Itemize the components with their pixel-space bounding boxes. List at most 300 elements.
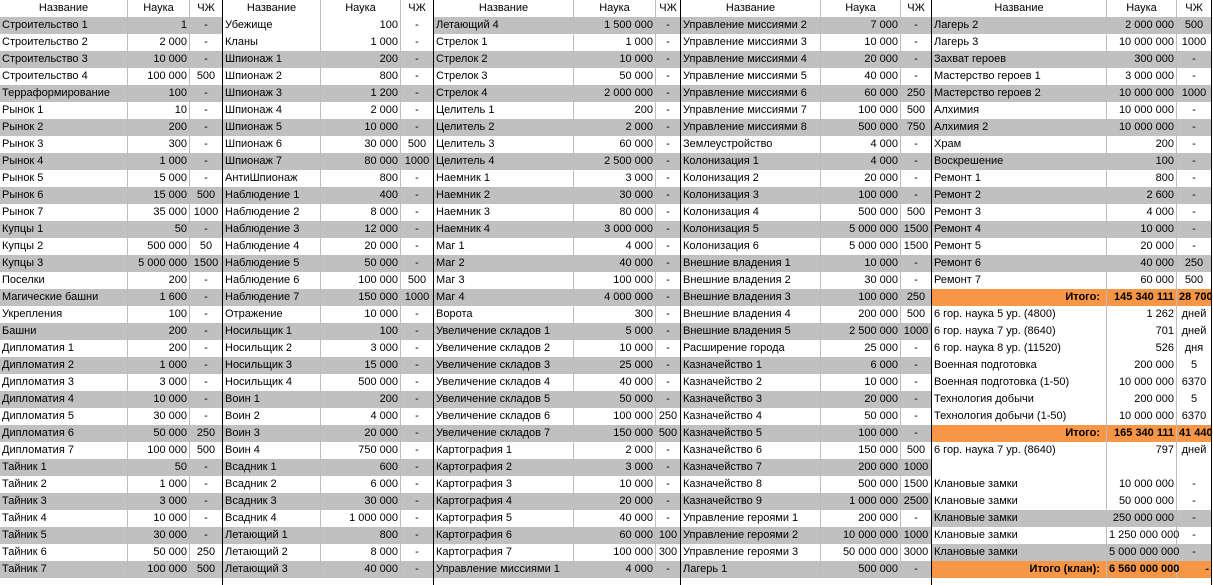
cell-cj[interactable]: - bbox=[204, 291, 208, 303]
cell-science[interactable]: 20 000 bbox=[821, 51, 901, 68]
cell-cj[interactable]: - bbox=[914, 410, 918, 422]
cell-name[interactable]: Наблюдение 4 bbox=[223, 238, 321, 255]
cell-name[interactable]: Наемник 4 bbox=[434, 221, 574, 238]
cell-cj[interactable]: - bbox=[415, 546, 419, 558]
cell-cj[interactable]: - bbox=[666, 393, 670, 405]
cell-name[interactable]: Рынок 2 bbox=[0, 119, 128, 136]
cell-science[interactable]: 40 000 bbox=[1107, 255, 1177, 272]
cell-name[interactable]: Казначейство 4 bbox=[681, 408, 821, 425]
cell-science[interactable]: 80 000 bbox=[574, 204, 656, 221]
cell-name[interactable]: Купцы 3 bbox=[0, 255, 128, 272]
cell-cj[interactable]: - bbox=[1192, 478, 1196, 490]
cell-science[interactable]: 1 250 000 000 bbox=[1107, 527, 1177, 544]
cell-name[interactable]: Купцы 1 bbox=[0, 221, 128, 238]
cell-cj[interactable]: - bbox=[666, 257, 670, 269]
cell-name[interactable]: Всадник 2 bbox=[223, 476, 321, 493]
cell-cj[interactable]: - bbox=[415, 410, 419, 422]
cell-science[interactable]: 500 000 bbox=[128, 238, 190, 255]
cell-cj[interactable]: - bbox=[914, 512, 918, 524]
cell-science[interactable]: 10 000 bbox=[574, 340, 656, 357]
cell-name[interactable]: Ремонт 7 bbox=[932, 272, 1107, 289]
cell-cj[interactable]: - bbox=[415, 461, 419, 473]
cell-science[interactable]: 1 500 000 bbox=[574, 17, 656, 34]
cell-cj[interactable] bbox=[1177, 459, 1211, 476]
cell-science[interactable]: 100 bbox=[321, 323, 401, 340]
cell-cj[interactable]: - bbox=[914, 138, 918, 150]
cell-cj[interactable]: - bbox=[914, 376, 918, 388]
cell-name[interactable]: Внешние владения 1 bbox=[681, 255, 821, 272]
cell-cj[interactable]: - bbox=[204, 376, 208, 388]
cell-science[interactable]: 3 000 bbox=[128, 374, 190, 391]
cell-science[interactable]: 4 000 000 bbox=[574, 289, 656, 306]
cell-cj[interactable]: 1000 bbox=[903, 325, 929, 337]
cell-cj[interactable]: - bbox=[204, 308, 208, 320]
cell-science[interactable]: 200 000 bbox=[821, 510, 901, 527]
cell-cj[interactable]: - bbox=[204, 325, 208, 337]
cell-cj[interactable]: 1000 bbox=[903, 461, 929, 473]
cell-name[interactable]: Внешние владения 5 bbox=[681, 323, 821, 340]
cell-name[interactable]: Шпионаж 4 bbox=[223, 102, 321, 119]
cell-name[interactable]: Управление героями 2 bbox=[681, 527, 821, 544]
cell-science[interactable]: 200 bbox=[128, 323, 190, 340]
cell-name[interactable]: Воин 4 bbox=[223, 442, 321, 459]
cell-science[interactable]: 2 500 000 bbox=[821, 323, 901, 340]
cell-name[interactable]: Всадник 4 bbox=[223, 510, 321, 527]
cell-name[interactable]: Казначейство 6 bbox=[681, 442, 821, 459]
cell-science[interactable]: 800 bbox=[321, 68, 401, 85]
cell-science[interactable]: 10 bbox=[128, 102, 190, 119]
cell-science[interactable]: 2 000 bbox=[574, 119, 656, 136]
cell-cj[interactable]: - bbox=[1192, 240, 1196, 252]
cell-cj[interactable]: - bbox=[914, 427, 918, 439]
cell-science[interactable]: 10 000 000 bbox=[1107, 102, 1177, 119]
cell-cj[interactable]: - bbox=[666, 155, 670, 167]
cell-name[interactable]: Ремонт 3 bbox=[932, 204, 1107, 221]
cell-science[interactable]: 2 000 bbox=[574, 442, 656, 459]
cell-science[interactable]: 100 000 bbox=[574, 272, 656, 289]
cell-cj[interactable]: 1500 bbox=[193, 257, 219, 269]
cell-cj[interactable]: - bbox=[204, 478, 208, 490]
cell-cj[interactable]: - bbox=[914, 70, 918, 82]
cell-name[interactable]: Поселки bbox=[0, 272, 128, 289]
cell-science[interactable]: 30 000 bbox=[128, 408, 190, 425]
cell-name[interactable]: Рынок 3 bbox=[0, 136, 128, 153]
cell-science[interactable]: 100 000 bbox=[821, 289, 901, 306]
cell-science[interactable]: 5 000 000 000 bbox=[1107, 544, 1177, 561]
cell-cj[interactable]: - bbox=[914, 19, 918, 31]
cell-name[interactable]: Картография 6 bbox=[434, 527, 574, 544]
cell-name[interactable]: Итого: bbox=[932, 425, 1107, 442]
cell-cj[interactable]: - bbox=[914, 36, 918, 48]
cell-cj[interactable]: - bbox=[1192, 223, 1196, 235]
cell-science[interactable]: 10 000 bbox=[128, 51, 190, 68]
cell-cj[interactable]: 1000 bbox=[404, 155, 430, 167]
cell-cj[interactable]: - bbox=[666, 223, 670, 235]
cell-science[interactable]: 40 000 bbox=[574, 510, 656, 527]
cell-cj[interactable]: - bbox=[666, 308, 670, 320]
cell-name[interactable]: Наблюдение 6 bbox=[223, 272, 321, 289]
cell-cj[interactable]: - bbox=[914, 155, 918, 167]
cell-name[interactable]: Всадник 1 bbox=[223, 459, 321, 476]
cell-cj[interactable]: 750 bbox=[906, 121, 926, 133]
cell-cj[interactable]: - bbox=[666, 19, 670, 31]
cell-name[interactable]: Рынок 5 bbox=[0, 170, 128, 187]
cell-science[interactable]: 20 000 bbox=[574, 493, 656, 510]
cell-cj[interactable]: - bbox=[666, 325, 670, 337]
cell-science[interactable]: 6 560 000 000 bbox=[1107, 561, 1177, 578]
cell-science[interactable]: 6 000 bbox=[321, 476, 401, 493]
cell-science[interactable]: 200 bbox=[574, 102, 656, 119]
cell-science[interactable]: 797 bbox=[1107, 442, 1177, 459]
cell-science[interactable]: 1 000 bbox=[128, 357, 190, 374]
cell-name[interactable]: Управление миссиями 6 bbox=[681, 85, 821, 102]
cell-name[interactable]: Шпионаж 7 bbox=[223, 153, 321, 170]
cell-cj[interactable]: 6370 bbox=[1181, 376, 1207, 388]
cell-cj[interactable]: дней bbox=[1181, 325, 1207, 337]
cell-name[interactable]: Колонизация 1 bbox=[681, 153, 821, 170]
cell-name[interactable]: Казначейство 7 bbox=[681, 459, 821, 476]
cell-science[interactable]: 200 bbox=[321, 51, 401, 68]
cell-cj[interactable]: - bbox=[415, 325, 419, 337]
cell-cj[interactable]: - bbox=[666, 495, 670, 507]
cell-science[interactable]: 50 000 bbox=[574, 391, 656, 408]
cell-science[interactable]: 5 000 000 bbox=[821, 238, 901, 255]
cell-name[interactable]: Внешние владения 3 bbox=[681, 289, 821, 306]
cell-science[interactable]: 4 000 bbox=[1107, 204, 1177, 221]
cell-cj[interactable]: - bbox=[415, 104, 419, 116]
cell-name[interactable]: Увеличение складов 3 bbox=[434, 357, 574, 374]
cell-science[interactable]: 1 600 bbox=[128, 289, 190, 306]
cell-name[interactable]: Управление миссиями 2 bbox=[681, 17, 821, 34]
cell-name[interactable]: Наблюдение 1 bbox=[223, 187, 321, 204]
cell-name[interactable]: Воин 2 bbox=[223, 408, 321, 425]
cell-science[interactable]: 750 000 bbox=[321, 442, 401, 459]
cell-cj[interactable]: - bbox=[1192, 495, 1196, 507]
cell-cj[interactable]: - bbox=[914, 342, 918, 354]
cell-cj[interactable]: 6370 bbox=[1181, 410, 1207, 422]
cell-science[interactable]: 10 000 bbox=[821, 374, 901, 391]
cell-cj[interactable]: - bbox=[204, 223, 208, 235]
cell-cj[interactable]: - bbox=[1192, 529, 1196, 541]
cell-cj[interactable]: 250 bbox=[1184, 257, 1204, 269]
cell-cj[interactable]: - bbox=[415, 359, 419, 371]
cell-name[interactable]: Управление миссиями 8 bbox=[681, 119, 821, 136]
cell-science[interactable]: 60 000 bbox=[574, 136, 656, 153]
cell-science[interactable]: 3 000 bbox=[321, 340, 401, 357]
cell-cj[interactable]: - bbox=[666, 342, 670, 354]
cell-science[interactable]: 50 000 bbox=[128, 544, 190, 561]
cell-science[interactable]: 8 000 bbox=[321, 204, 401, 221]
cell-cj[interactable]: - bbox=[914, 53, 918, 65]
cell-name[interactable]: Укрепления bbox=[0, 306, 128, 323]
cell-name[interactable]: Казначейство 8 bbox=[681, 476, 821, 493]
cell-cj[interactable]: - bbox=[415, 121, 419, 133]
cell-name[interactable]: Маг 2 bbox=[434, 255, 574, 272]
cell-cj[interactable]: - bbox=[666, 359, 670, 371]
cell-cj[interactable]: 500 bbox=[196, 563, 216, 575]
cell-name[interactable]: Ворота bbox=[434, 306, 574, 323]
cell-science[interactable]: 150 000 bbox=[574, 425, 656, 442]
cell-name[interactable]: АнтиШпионаж bbox=[223, 170, 321, 187]
cell-cj[interactable]: 1500 bbox=[903, 240, 929, 252]
cell-name[interactable]: Целитель 1 bbox=[434, 102, 574, 119]
cell-name[interactable]: Тайник 3 bbox=[0, 493, 128, 510]
cell-cj[interactable]: 3000 bbox=[903, 546, 929, 558]
cell-cj[interactable]: - bbox=[415, 529, 419, 541]
cell-science[interactable]: 10 000 000 bbox=[1107, 34, 1177, 51]
cell-cj[interactable]: 41 440 bbox=[1179, 427, 1213, 439]
cell-name[interactable]: Дипломатия 4 bbox=[0, 391, 128, 408]
cell-name[interactable]: Дипломатия 5 bbox=[0, 408, 128, 425]
cell-science[interactable]: 35 000 bbox=[128, 204, 190, 221]
cell-name[interactable]: Всадник 3 bbox=[223, 493, 321, 510]
cell-cj[interactable]: - bbox=[666, 53, 670, 65]
cell-cj[interactable]: 1000 bbox=[903, 529, 929, 541]
cell-science[interactable]: 2 000 bbox=[321, 102, 401, 119]
cell-science[interactable]: 100 000 bbox=[821, 187, 901, 204]
cell-cj[interactable]: - bbox=[1192, 206, 1196, 218]
cell-cj[interactable]: - bbox=[204, 495, 208, 507]
cell-name[interactable]: Увеличение складов 6 bbox=[434, 408, 574, 425]
cell-cj[interactable]: 250 bbox=[196, 427, 216, 439]
cell-science[interactable]: 200 bbox=[1107, 136, 1177, 153]
cell-cj[interactable]: - bbox=[666, 121, 670, 133]
cell-science[interactable]: 500 000 bbox=[821, 204, 901, 221]
cell-cj[interactable]: - bbox=[914, 274, 918, 286]
cell-name[interactable]: Мастерство героев 2 bbox=[932, 85, 1107, 102]
cell-cj[interactable]: 300 bbox=[658, 546, 678, 558]
cell-cj[interactable]: - bbox=[415, 240, 419, 252]
cell-name[interactable]: 6 гор. наука 7 ур. (8640) bbox=[932, 323, 1107, 340]
cell-cj[interactable]: - bbox=[415, 36, 419, 48]
cell-science[interactable]: 800 bbox=[1107, 170, 1177, 187]
cell-name[interactable]: Носильщик 2 bbox=[223, 340, 321, 357]
cell-science[interactable]: 40 000 bbox=[821, 68, 901, 85]
cell-science[interactable]: 10 000 000 bbox=[1107, 408, 1177, 425]
cell-name[interactable]: Колонизация 5 bbox=[681, 221, 821, 238]
cell-name[interactable]: Маг 4 bbox=[434, 289, 574, 306]
cell-name[interactable]: Картография 5 bbox=[434, 510, 574, 527]
cell-name[interactable]: Клановые замки bbox=[932, 544, 1107, 561]
cell-cj[interactable]: - bbox=[666, 87, 670, 99]
cell-name[interactable]: Клановые замки bbox=[932, 527, 1107, 544]
cell-name[interactable]: Маг 3 bbox=[434, 272, 574, 289]
cell-cj[interactable]: - bbox=[666, 206, 670, 218]
cell-science[interactable]: 500 000 bbox=[821, 476, 901, 493]
cell-name[interactable]: Картография 7 bbox=[434, 544, 574, 561]
cell-name[interactable]: Строительство 3 bbox=[0, 51, 128, 68]
cell-science[interactable]: 1 000 bbox=[128, 153, 190, 170]
cell-name[interactable]: Строительство 2 bbox=[0, 34, 128, 51]
cell-science[interactable]: 10 000 bbox=[574, 51, 656, 68]
cell-cj[interactable]: дней bbox=[1181, 444, 1207, 456]
cell-name[interactable]: Увеличение складов 5 bbox=[434, 391, 574, 408]
cell-science[interactable]: 100 000 bbox=[321, 272, 401, 289]
cell-science[interactable]: 50 bbox=[128, 221, 190, 238]
cell-science[interactable]: 200 bbox=[128, 272, 190, 289]
cell-science[interactable]: 500 000 bbox=[821, 119, 901, 136]
cell-cj[interactable]: - bbox=[666, 478, 670, 490]
cell-name[interactable]: Стрелок 3 bbox=[434, 68, 574, 85]
cell-name[interactable]: Дипломатия 1 bbox=[0, 340, 128, 357]
cell-name[interactable]: Увеличение складов 2 bbox=[434, 340, 574, 357]
cell-cj[interactable]: - bbox=[415, 393, 419, 405]
cell-name[interactable] bbox=[932, 459, 1107, 476]
cell-science[interactable]: 50 000 bbox=[321, 255, 401, 272]
cell-science[interactable]: 30 000 bbox=[821, 272, 901, 289]
cell-science[interactable]: 7 000 bbox=[821, 17, 901, 34]
cell-name[interactable]: Колонизация 3 bbox=[681, 187, 821, 204]
cell-name[interactable]: Наблюдение 2 bbox=[223, 204, 321, 221]
cell-name[interactable]: Шпионаж 3 bbox=[223, 85, 321, 102]
cell-name[interactable]: Лагерь 2 bbox=[932, 17, 1107, 34]
cell-name[interactable]: Колонизация 2 bbox=[681, 170, 821, 187]
cell-cj[interactable]: 500 bbox=[196, 444, 216, 456]
cell-science[interactable]: 600 bbox=[321, 459, 401, 476]
cell-cj[interactable]: - bbox=[666, 376, 670, 388]
cell-cj[interactable]: 1000 bbox=[1181, 36, 1207, 48]
cell-name[interactable]: Картография 4 bbox=[434, 493, 574, 510]
cell-cj[interactable]: - bbox=[204, 529, 208, 541]
cell-name[interactable]: Тайник 2 bbox=[0, 476, 128, 493]
cell-cj[interactable]: - bbox=[204, 104, 208, 116]
cell-cj[interactable]: - bbox=[1192, 546, 1196, 558]
cell-cj[interactable]: - bbox=[1192, 155, 1196, 167]
cell-science[interactable]: 1 000 000 bbox=[321, 510, 401, 527]
cell-science[interactable]: 10 000 bbox=[574, 476, 656, 493]
cell-cj[interactable]: 1000 bbox=[1181, 87, 1207, 99]
cell-science[interactable]: 3 000 000 bbox=[574, 221, 656, 238]
cell-science[interactable]: 10 000 bbox=[821, 255, 901, 272]
cell-science[interactable]: 10 000 bbox=[321, 119, 401, 136]
cell-science[interactable]: 100 bbox=[321, 17, 401, 34]
cell-name[interactable]: Казначейство 2 bbox=[681, 374, 821, 391]
cell-name[interactable]: Колонизация 4 bbox=[681, 204, 821, 221]
cell-science[interactable]: 100 000 bbox=[821, 102, 901, 119]
cell-cj[interactable]: - bbox=[914, 257, 918, 269]
cell-science[interactable]: 1 bbox=[128, 17, 190, 34]
cell-cj[interactable]: 250 bbox=[906, 87, 926, 99]
cell-name[interactable]: Тайник 5 bbox=[0, 527, 128, 544]
cell-name[interactable]: Тайник 1 bbox=[0, 459, 128, 476]
cell-cj[interactable]: - bbox=[415, 19, 419, 31]
cell-name[interactable]: Алхимия bbox=[932, 102, 1107, 119]
cell-name[interactable]: Картография 2 bbox=[434, 459, 574, 476]
cell-science[interactable]: 30 000 bbox=[574, 187, 656, 204]
cell-science[interactable]: 5 000 bbox=[574, 323, 656, 340]
cell-name[interactable]: Тайник 4 bbox=[0, 510, 128, 527]
cell-cj[interactable]: - bbox=[666, 563, 670, 575]
cell-name[interactable]: Дипломатия 3 bbox=[0, 374, 128, 391]
cell-science[interactable]: 200 000 bbox=[1107, 391, 1177, 408]
cell-name[interactable]: Военная подготовка (1-50) bbox=[932, 374, 1107, 391]
cell-name[interactable]: Терраформирование bbox=[0, 85, 128, 102]
cell-cj[interactable]: - bbox=[666, 274, 670, 286]
cell-cj[interactable]: - bbox=[666, 189, 670, 201]
cell-science[interactable]: 15 000 bbox=[128, 187, 190, 204]
cell-name[interactable]: Технология добычи (1-50) bbox=[932, 408, 1107, 425]
cell-science[interactable]: 10 000 000 bbox=[1107, 119, 1177, 136]
cell-cj[interactable]: - bbox=[204, 155, 208, 167]
cell-name[interactable]: Воин 1 bbox=[223, 391, 321, 408]
cell-name[interactable]: Управление героями 1 bbox=[681, 510, 821, 527]
cell-name[interactable]: Тайник 7 bbox=[0, 561, 128, 578]
cell-name[interactable]: 6 гор. наука 8 ур. (11520) bbox=[932, 340, 1107, 357]
cell-science[interactable]: 4 000 bbox=[821, 153, 901, 170]
cell-science[interactable]: 5 000 000 bbox=[128, 255, 190, 272]
cell-science[interactable]: 701 bbox=[1107, 323, 1177, 340]
cell-name[interactable]: Захват героев bbox=[932, 51, 1107, 68]
cell-name[interactable]: Рынок 4 bbox=[0, 153, 128, 170]
cell-name[interactable]: Магические башни bbox=[0, 289, 128, 306]
cell-science[interactable]: 10 000 bbox=[128, 391, 190, 408]
cell-cj[interactable]: - bbox=[415, 70, 419, 82]
cell-science[interactable]: 20 000 bbox=[1107, 238, 1177, 255]
cell-science[interactable]: 50 000 000 bbox=[821, 544, 901, 561]
cell-name[interactable]: Управление миссиями 3 bbox=[681, 34, 821, 51]
cell-name[interactable]: Башни bbox=[0, 323, 128, 340]
cell-science[interactable]: 3 000 bbox=[128, 493, 190, 510]
cell-cj[interactable]: - bbox=[204, 53, 208, 65]
cell-science[interactable] bbox=[1107, 459, 1177, 476]
cell-name[interactable]: Рынок 7 bbox=[0, 204, 128, 221]
cell-name[interactable]: Наблюдение 5 bbox=[223, 255, 321, 272]
cell-cj[interactable]: - bbox=[415, 308, 419, 320]
cell-cj[interactable]: 50 bbox=[199, 240, 213, 252]
cell-cj[interactable]: - bbox=[415, 512, 419, 524]
cell-science[interactable]: 1 262 bbox=[1107, 306, 1177, 323]
cell-name[interactable]: Строительство 4 bbox=[0, 68, 128, 85]
cell-cj[interactable]: - bbox=[666, 444, 670, 456]
cell-name[interactable]: Лагерь 1 bbox=[681, 561, 821, 578]
cell-cj[interactable]: - bbox=[1192, 172, 1196, 184]
cell-name[interactable]: Военная подготовка bbox=[932, 357, 1107, 374]
cell-cj[interactable]: 500 bbox=[196, 70, 216, 82]
cell-science[interactable]: 1 000 bbox=[321, 34, 401, 51]
cell-name[interactable]: Воскрешение bbox=[932, 153, 1107, 170]
cell-name[interactable]: Картография 1 bbox=[434, 442, 574, 459]
cell-science[interactable]: 200 bbox=[321, 391, 401, 408]
cell-cj[interactable]: - bbox=[415, 444, 419, 456]
cell-science[interactable]: 1 000 bbox=[574, 34, 656, 51]
cell-cj[interactable]: 250 bbox=[658, 410, 678, 422]
cell-name[interactable]: Стрелок 1 bbox=[434, 34, 574, 51]
cell-science[interactable]: 100 bbox=[128, 85, 190, 102]
cell-science[interactable]: 20 000 bbox=[821, 170, 901, 187]
cell-cj[interactable]: 500 bbox=[1184, 274, 1204, 286]
cell-science[interactable]: 10 000 bbox=[821, 34, 901, 51]
cell-science[interactable]: 80 000 bbox=[321, 153, 401, 170]
cell-science[interactable]: 200 bbox=[128, 340, 190, 357]
cell-science[interactable]: 50 000 bbox=[574, 68, 656, 85]
cell-name[interactable]: Ремонт 6 bbox=[932, 255, 1107, 272]
cell-cj[interactable]: - bbox=[1192, 189, 1196, 201]
cell-science[interactable]: 5 000 000 bbox=[821, 221, 901, 238]
cell-name[interactable]: Храм bbox=[932, 136, 1107, 153]
cell-cj[interactable]: - bbox=[914, 189, 918, 201]
cell-science[interactable]: 60 000 bbox=[574, 527, 656, 544]
cell-name[interactable]: Носильщик 4 bbox=[223, 374, 321, 391]
cell-science[interactable]: 3 000 bbox=[574, 459, 656, 476]
cell-science[interactable]: 2 600 bbox=[1107, 187, 1177, 204]
cell-science[interactable]: 4 000 bbox=[821, 136, 901, 153]
cell-name[interactable]: Летающий 3 bbox=[223, 561, 321, 578]
cell-science[interactable]: 145 340 111 bbox=[1107, 289, 1177, 306]
cell-name[interactable]: Летающий 4 bbox=[434, 17, 574, 34]
cell-cj[interactable]: - bbox=[204, 512, 208, 524]
cell-science[interactable]: 10 000 bbox=[1107, 221, 1177, 238]
cell-cj[interactable]: 1500 bbox=[903, 223, 929, 235]
